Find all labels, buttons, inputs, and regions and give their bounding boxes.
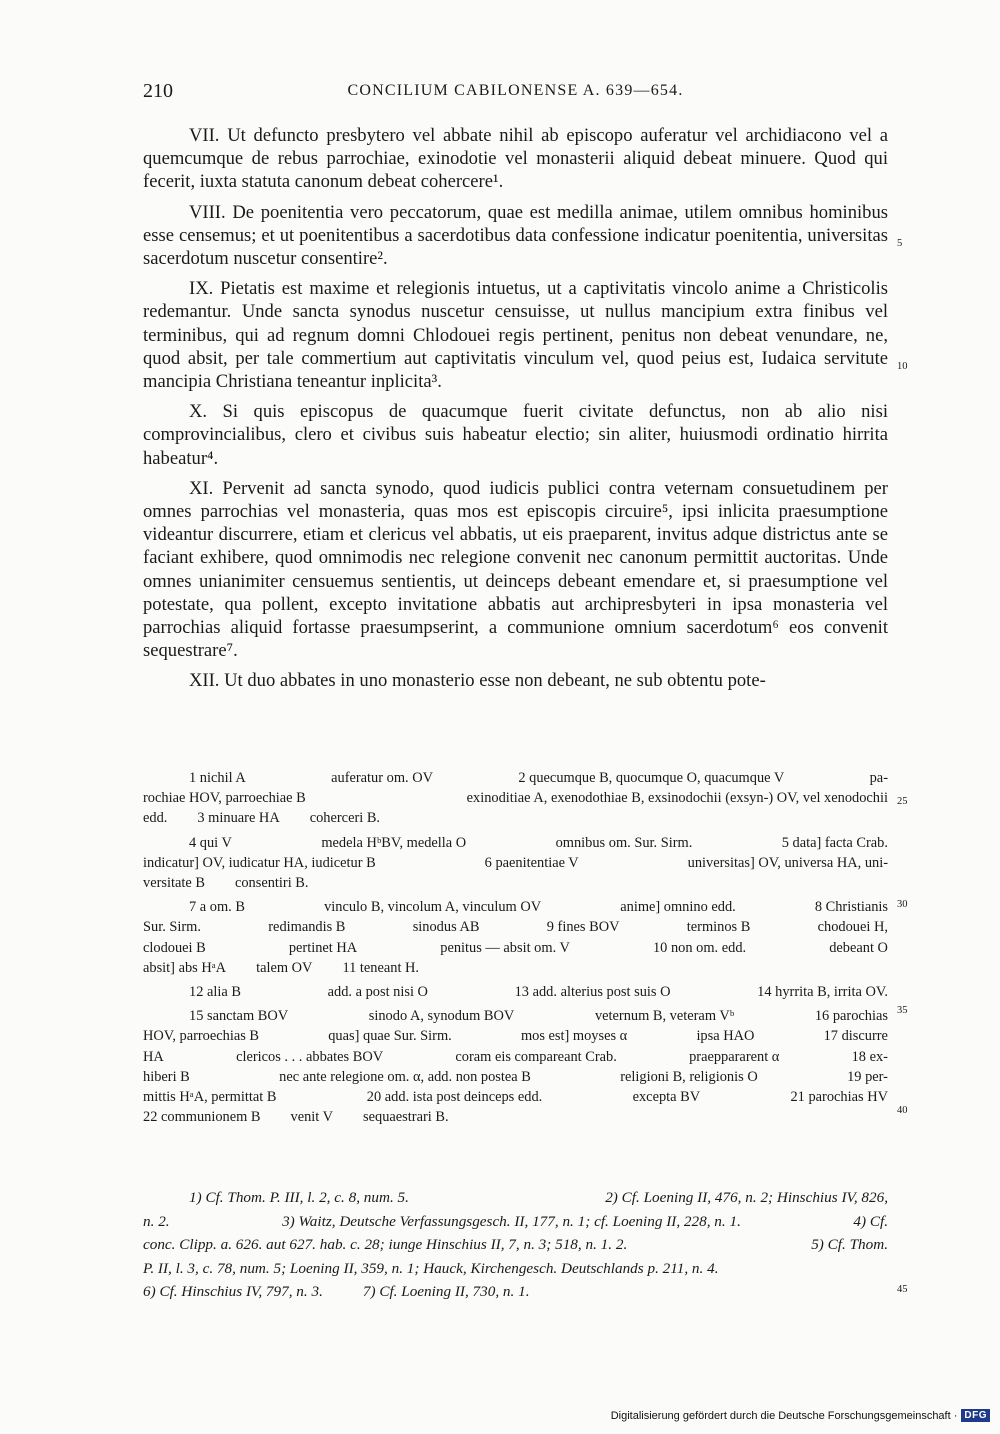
footnote-line — [143, 1210, 888, 1234]
apparatus-entry: 17 discurre — [823, 1028, 888, 1045]
footnote-line — [143, 1280, 888, 1304]
line-number: 45 — [897, 1284, 908, 1295]
canon-ix: IX. Pietatis est maxime et relegionis intuetus, ut a captivitatis vincolo anime a Christicolis redemantur. Unde sancta synodus nuscetur censuisse, ut nullus mancipium extra finibus vel terminibus, qui ad regnum domni Chlodouei regis pertinent, penitus non debeat venundare, ne, quod absit, per tale commertium aut captivitatis vinculum vel, quod peius est, Iudaica servitute mancipia Christiana teneantur inplicita³. — [143, 278, 888, 393]
apparatus-entry: auferatur om. OV — [331, 770, 434, 786]
apparatus-entry: mos est] moyses α — [520, 1028, 628, 1045]
main-text — [143, 124, 888, 693]
footnote-entry: 1) Cf. Thom. P. III, l. 2, c. 8, num. 5. — [189, 1189, 409, 1206]
apparatus-entry: chodouei H, — [817, 919, 888, 936]
apparatus-entry: 20 add. ista post deinceps edd. — [366, 1089, 543, 1106]
apparatus-line — [143, 982, 888, 1002]
footnote-entry: 7) Cf. Loening II, 730, n. 1. — [362, 1283, 530, 1300]
apparatus-entry: 1 nichil A — [189, 770, 246, 786]
apparatus-entry: 9 fines BOV — [546, 919, 620, 936]
critical-apparatus — [143, 768, 888, 1131]
apparatus-line — [143, 873, 888, 893]
running-head: CONCILIUM CABILONENSE A. 639—654. — [347, 82, 684, 99]
footnote-entry: 3) Waitz, Deutsche Verfassungsgesch. II, 177, n. 1; cf. Loening II, 228, n. 1. — [282, 1212, 741, 1230]
credit-text: Digitalisierung gefördert durch die Deutsche Forschungsgemeinschaft · — [610, 1409, 958, 1422]
apparatus-entry: 19 per- — [847, 1068, 888, 1085]
apparatus-entry: venit V — [290, 1109, 334, 1126]
apparatus-entry: 13 add. alterius post suis O — [514, 984, 671, 1001]
apparatus-entry: HOV, parroechias B — [143, 1028, 260, 1045]
apparatus-entry: 5 data] facta Crab. — [781, 834, 888, 851]
apparatus-line — [143, 1107, 888, 1127]
apparatus-line — [143, 1006, 888, 1026]
apparatus-entry: consentiri B. — [234, 875, 309, 892]
apparatus-entry: 3 minuare HA — [197, 810, 280, 827]
footnote-entry: 6) Cf. Hinschius IV, 797, n. 3. — [143, 1283, 323, 1300]
apparatus-entry: 8 Christianis — [814, 899, 888, 916]
apparatus-entry: mittis HᵃA, permittat B — [143, 1089, 277, 1106]
apparatus-entry: 7 a om. B — [189, 899, 245, 916]
digitization-credit — [611, 1409, 990, 1422]
apparatus-entry: talem OV — [256, 959, 313, 976]
apparatus-entry: 6 paenitentiae V — [484, 854, 579, 871]
apparatus-line — [143, 917, 888, 937]
apparatus-entry: medela HᵇBV, medella O — [321, 834, 467, 851]
apparatus-entry: add. a post nisi O — [327, 984, 428, 1001]
canon-xii: XII. Ut duo abbates in uno monasterio esse non debeant, ne sub obtentu pote- — [189, 670, 766, 692]
apparatus-entry: rochiae HOV, parroechiae B — [143, 790, 306, 807]
apparatus-entry: sequaestrari B. — [363, 1109, 449, 1126]
apparatus-entry: 4 qui V — [189, 834, 232, 851]
footnote-line — [143, 1186, 888, 1210]
apparatus-entry: excepta BV — [632, 1089, 701, 1106]
apparatus-entry: quas] quae Sur. Sirm. — [328, 1028, 452, 1045]
apparatus-entry: 15 sanctam BOV — [189, 1008, 289, 1025]
apparatus-line — [143, 768, 888, 788]
dfg-logo: DFG — [961, 1409, 990, 1422]
canon-viii: VIII. De poenitentia vero peccatorum, quae est medilla animae, utilem omnibus hominibus esse censemus; et ut poenitentibus a sacerdotibus data confessione indicatur poenitentia, universitas sacerdotum nuscetur consentire². — [143, 201, 888, 270]
apparatus-group — [143, 768, 888, 829]
apparatus-entry: nec ante relegione om. α, add. non postea B — [279, 1068, 531, 1085]
apparatus-group — [143, 1006, 888, 1127]
apparatus-entry: HA — [143, 1048, 164, 1065]
apparatus-entry: 11 teneant H. — [342, 959, 420, 976]
apparatus-line — [143, 853, 888, 873]
apparatus-entry: debeant O — [829, 939, 888, 956]
apparatus-entry: sinodus AB — [412, 919, 480, 936]
footnote-entry: n. 2. — [143, 1212, 170, 1230]
footnotes — [143, 1186, 888, 1304]
apparatus-entry: Sur. Sirm. — [143, 919, 201, 936]
page-header — [143, 80, 888, 106]
apparatus-entry: coram eis compareant Crab. — [455, 1048, 617, 1065]
apparatus-entry: penitus — absit om. V — [440, 939, 570, 956]
line-number: 25 — [897, 796, 908, 807]
apparatus-entry: universitas] OV, universa HA, uni- — [687, 854, 888, 871]
footnote-entry: P. II, l. 3, c. 78, num. 5; Loening II, 359, n. 1; Hauck, Kirchengesch. Deutschlands p. 211, n. 4. — [143, 1259, 719, 1277]
line-number: 5 — [897, 238, 903, 249]
line-number: 35 — [897, 1005, 908, 1016]
apparatus-entry: 22 communionem B — [143, 1109, 261, 1126]
apparatus-entry: coherceri B. — [309, 810, 381, 827]
footnote-entry: 2) Cf. Loening II, 476, n. 2; Hinschius IV, 826, — [605, 1189, 888, 1206]
apparatus-group — [143, 982, 888, 1002]
apparatus-entry: redimandis B — [268, 919, 346, 936]
footnote-line — [143, 1257, 888, 1281]
line-number: 30 — [897, 899, 908, 910]
page-number: 210 — [143, 80, 173, 102]
apparatus-line — [143, 1026, 888, 1046]
apparatus-entry: 10 non om. edd. — [652, 939, 747, 956]
apparatus-entry: pa- — [869, 770, 888, 786]
footnote-entry: conc. Clipp. a. 626. aut 627. hab. c. 28; iunge Hinschius II, 7, n. 3; 518, n. 1. 2. — [143, 1236, 628, 1253]
apparatus-entry: hiberi B — [143, 1068, 190, 1085]
apparatus-entry: 2 quecumque B, quocumque O, quacumque V — [518, 770, 785, 786]
footnote-entry: 4) Cf. — [853, 1212, 888, 1230]
line-number: 40 — [897, 1105, 908, 1116]
apparatus-entry: exinoditiae A, exenodothiae B, exsinodochii (exsyn-) OV, vel xenodochii — [466, 790, 888, 807]
apparatus-line — [143, 1087, 888, 1107]
apparatus-line — [143, 833, 888, 853]
apparatus-line — [143, 788, 888, 808]
apparatus-entry: 21 parochias HV — [790, 1089, 888, 1106]
apparatus-entry: terminos B — [686, 919, 751, 936]
apparatus-entry: praeppararent α — [689, 1048, 780, 1065]
apparatus-entry: 12 alia B — [189, 984, 241, 1001]
apparatus-entry: veternum B, veteram Vᵇ — [594, 1008, 735, 1025]
apparatus-entry: versitate B — [143, 875, 205, 892]
apparatus-line — [143, 938, 888, 958]
apparatus-entry: 14 hyrrita B, irrita OV. — [757, 984, 888, 1001]
apparatus-line — [143, 1067, 888, 1087]
apparatus-line — [143, 897, 888, 917]
apparatus-entry: clericos . . . abbates BOV — [236, 1048, 384, 1065]
canon-x: X. Si quis episcopus de quacumque fuerit civitate defunctus, non ab alio nisi comprovincialibus, clero et civibus suis habeatur electio; sin aliter, huiusmodi ordinatio hirrita habeatur⁴. — [143, 401, 888, 469]
apparatus-line — [143, 808, 888, 828]
line-number: 10 — [897, 361, 908, 372]
apparatus-group — [143, 833, 888, 894]
canon-xi: XI. Pervenit ad sancta synodo, quod iudicis publici contra veternam consuetudinem per omnes parrochias vel monasteria, quas mos est episcopis circuire⁵, ipsi inlicita praesumptione videantur discurrere, etiam et clericus vel abbatis, ut eis praeparent, invitus adque districtus ante se faciant exhibere, quod omnimodis nec relegione convenit nec canonum permittit auctoritas. Unde omnes unianimiter censuemus sentientis, ut deinceps debeant emendare et, si praesumptione vel potestate, qua pollent, excepto invitatione abbatis aut archipresbyteri in ipsa monasteria vel parrochias aliquid fortasse praesumpserint, a communione omnium sacerdotum⁶ eos convenit sequestrare⁷. — [143, 477, 888, 662]
apparatus-entry: 18 ex- — [851, 1048, 888, 1065]
apparatus-group — [143, 897, 888, 978]
apparatus-line — [143, 958, 888, 978]
apparatus-entry: clodouei B — [143, 939, 206, 956]
apparatus-entry: indicatur] OV, iudicatur HA, iudicetur B — [143, 854, 376, 871]
apparatus-entry: sinodo A, synodum BOV — [368, 1008, 515, 1025]
apparatus-entry: religioni B, religionis O — [620, 1068, 758, 1085]
apparatus-entry: omnibus om. Sur. Sirm. — [555, 834, 693, 851]
apparatus-line — [143, 1047, 888, 1067]
apparatus-entry: pertinet HA — [288, 939, 358, 956]
apparatus-entry: absit] abs HᵃA — [143, 959, 227, 976]
apparatus-entry: edd. — [143, 810, 168, 827]
footnote-line — [143, 1233, 888, 1257]
apparatus-entry: anime] omnino edd. — [620, 899, 736, 916]
apparatus-entry: ipsa HAO — [696, 1028, 755, 1045]
footnote-entry: 5) Cf. Thom. — [811, 1236, 888, 1253]
apparatus-entry: 16 parochias — [814, 1008, 888, 1025]
apparatus-entry: vinculo B, vincolum A, vinculum OV — [324, 899, 542, 916]
canon-vii: VII. Ut defuncto presbytero vel abbate nihil ab episcopo auferatur vel archidiacono vel a quemcumque de rebus parrochiae, exinodotie vel monasterii aliquid debeat minuere. Quod qui fecerit, iuxta statuta canonum debeat cohercere¹. — [143, 125, 888, 193]
